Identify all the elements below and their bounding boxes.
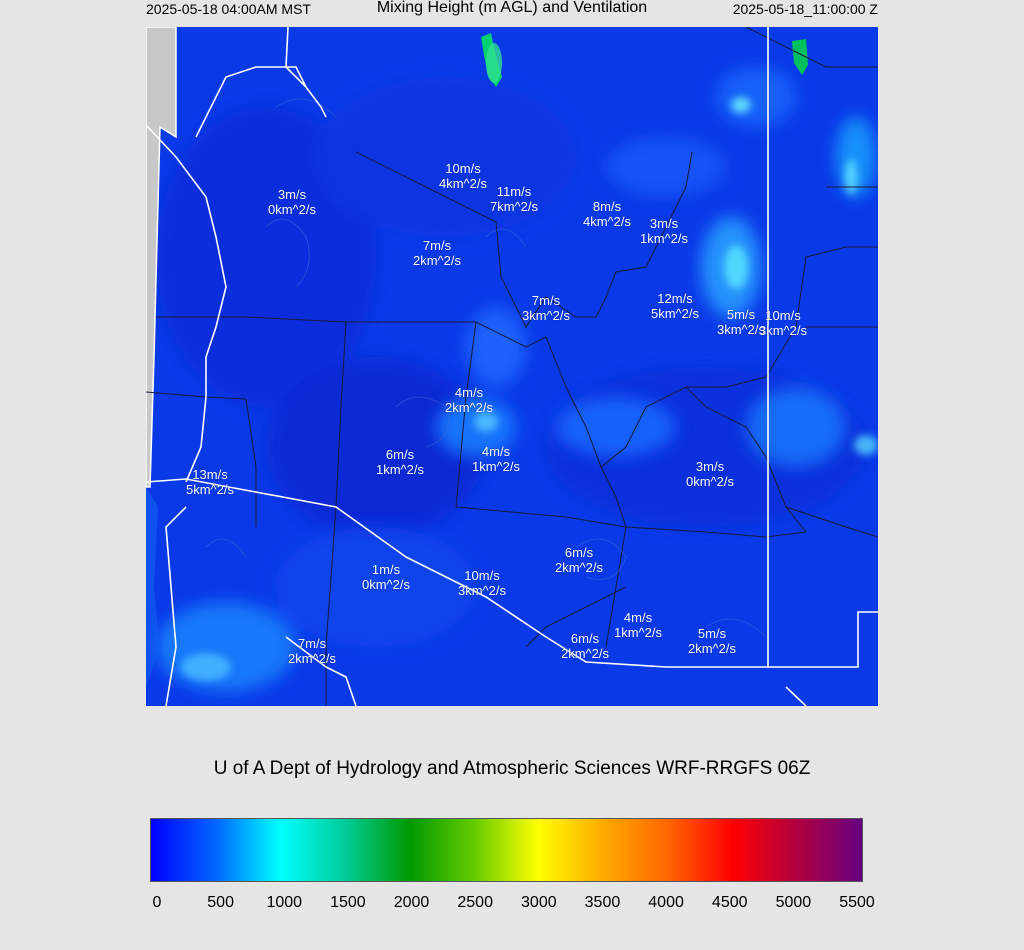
wind-speed-value: 12m/s [657,291,693,306]
colorbar-tick-2500: 2500 [457,894,493,911]
wind-speed-value: 11m/s [496,184,532,199]
wind-ventilation-label [268,187,316,217]
wind-speed-value: 13m/s [192,467,228,482]
ventilation-value: 3km^2/s [758,323,808,338]
wind-speed-value: 7m/s [531,293,561,308]
wind-speed-value: 3m/s [277,187,307,202]
colorbar-tick-1500: 1500 [330,894,366,911]
ventilation-value: 2km^2/s [412,253,462,268]
colorbar-tick-2000: 2000 [393,894,430,911]
wind-speed-value: 8m/s [592,199,622,214]
wind-speed-value: 7m/s [297,636,327,651]
wind-speed-value: 10m/s [445,161,481,176]
colorbar-tick-3500: 3500 [584,894,621,911]
wind-speed-value: 7m/s [422,238,452,253]
wind-speed-value: 4m/s [454,385,484,400]
valid-time-local: 2025-05-18 04:00AM MST [146,1,311,17]
ventilation-value: 2km^2/s [554,560,604,575]
wind-speed-value: 6m/s [570,631,600,646]
ventilation-value: 7km^2/s [489,199,539,214]
model-caption: U of A Dept of Hydrology and Atmospheric Sciences WRF-RRGFS 06Z [213,758,811,779]
wind-speed-value: 5m/s [697,626,727,641]
colorbar-tick-3000: 3000 [521,894,557,911]
wind-speed-value: 1m/s [371,562,401,577]
ventilation-value: 4km^2/s [438,176,488,191]
ventilation-value: 5km^2/s [185,482,235,497]
ventilation-value: 3km^2/s [521,308,571,323]
wind-ventilation-label [561,631,609,661]
ventilation-value: 2km^2/s [444,400,494,415]
ventilation-value: 1km^2/s [639,231,689,246]
ventilation-value: 1km^2/s [375,462,425,477]
wind-speed-value: 10m/s [765,308,801,323]
ventilation-value: 2km^2/s [560,646,610,661]
colorbar-tick-4000: 4000 [648,894,684,911]
wind-ventilation-label [376,447,424,477]
wind-speed-value: 4m/s [623,610,653,625]
ventilation-value: 3km^2/s [457,583,507,598]
wind-speed-value: 4m/s [481,444,511,459]
wind-ventilation-label [458,568,506,598]
wind-ventilation-label [614,610,662,640]
wind-ventilation-label [555,545,603,575]
ventilation-value: 4km^2/s [582,214,632,229]
colorbar-tick-500: 500 [207,894,234,911]
wind-ventilation-label [490,184,538,214]
ventilation-value: 1km^2/s [471,459,521,474]
colorbar-tick-1000: 1000 [266,894,303,911]
wind-ventilation-label [651,291,699,321]
wind-ventilation-label [445,385,493,415]
wind-ventilation-label [717,307,765,337]
wind-ventilation-label [472,444,520,474]
colorbar-tick-0: 0 [152,894,162,911]
wind-ventilation-label [522,293,570,323]
map-field [146,27,878,706]
ventilation-value: 0km^2/s [267,202,317,217]
colorbar-tick-4500: 4500 [711,894,748,911]
wind-speed-value: 3m/s [695,459,725,474]
wind-speed-value: 3m/s [649,216,679,231]
ventilation-value: 0km^2/s [685,474,735,489]
wind-speed-value: 10m/s [464,568,500,583]
wind-ventilation-label [583,199,631,229]
wind-ventilation-label [288,636,336,666]
wind-ventilation-label [362,562,410,592]
colorbar-tick-5000: 5000 [775,894,812,911]
colorbar-tick-5500: 5500 [839,894,875,911]
ventilation-value: 0km^2/s [361,577,411,592]
valid-time-utc: 2025-05-18_11:00:00 Z [732,1,878,17]
ventilation-value: 2km^2/s [287,651,337,666]
mixing-height-colorbar [150,818,863,882]
mixing-height-map [146,27,878,706]
wind-speed-value: 6m/s [564,545,594,560]
wind-ventilation-label [688,626,736,656]
ventilation-value: 3km^2/s [716,322,766,337]
map-title: Mixing Height (m AGL) and Ventilation [376,0,648,16]
wind-ventilation-label [686,459,734,489]
wind-speed-value: 6m/s [385,447,415,462]
wind-ventilation-label [413,238,461,268]
wind-ventilation-label [759,308,807,338]
wind-ventilation-label [186,467,234,497]
wind-speed-value: 5m/s [726,307,756,322]
ventilation-value: 2km^2/s [687,641,737,656]
wind-ventilation-label [640,216,688,246]
wind-ventilation-label [439,161,487,191]
ventilation-value: 1km^2/s [613,625,663,640]
ventilation-value: 5km^2/s [650,306,700,321]
